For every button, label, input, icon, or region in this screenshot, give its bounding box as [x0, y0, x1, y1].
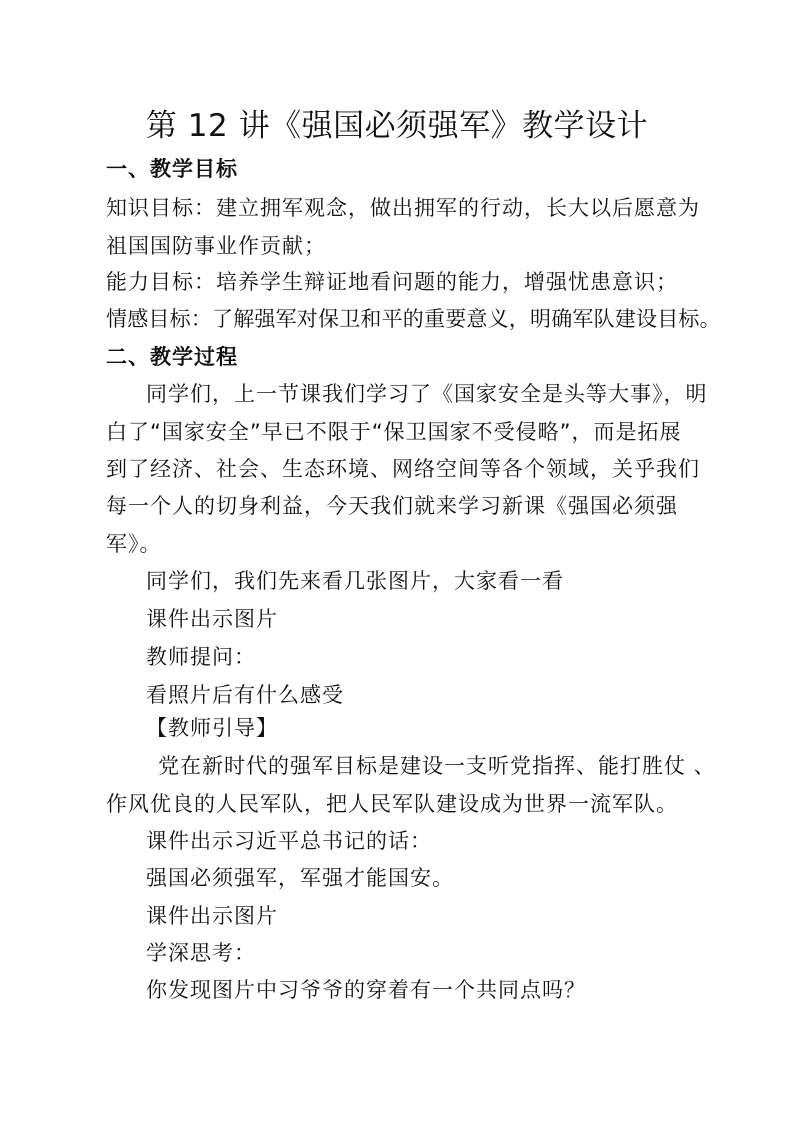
section-heading-process: 二、教学过程 [106, 345, 238, 369]
paragraph-1-line-2: 白了“国家安全”早已不限于“保卫国家不受侵略”，而是拓展 [106, 420, 682, 444]
line-pictures: 同学们，我们先来看几张图片，大家看一看 [146, 569, 564, 593]
goal-knowledge-line-2: 祖国国防事业作贡献； [106, 234, 326, 258]
paragraph-2-line-1: 党在新时代的强军目标是建设一支听党指挥、能打胜仗 、 [158, 754, 716, 778]
paragraph-1-line-3: 到了经济、社会、生态环境、网络空间等各个领域，关乎我们 [106, 457, 700, 481]
document-title: 第 12 讲《强国必须强军》教学设计 [145, 108, 649, 144]
paragraph-2-line-2: 作风优良的人民军队，把人民军队建设成为世界一流军队。 [106, 792, 678, 816]
line-question: 你发现图片中习爷爷的穿着有一个共同点吗？ [146, 978, 586, 1002]
line-teacher-question: 教师提问： [146, 645, 256, 669]
paragraph-1-line-1: 同学们，上一节课我们学习了《国家安全是头等大事》，明 [146, 382, 708, 406]
goal-emotion: 情感目标：了解强军对保卫和平的重要意义，明确军队建设目标。 [106, 307, 721, 331]
line-show-pictures-2: 课件出示图片 [146, 904, 278, 928]
goal-knowledge-line-1: 知识目标：建立拥军观念，做出拥军的行动，长大以后愿意为 [106, 196, 700, 220]
paragraph-1-line-4: 每一个人的切身利益，今天我们就来学习新课《强国必须强 [106, 494, 678, 518]
line-show-pictures-1: 课件出示图片 [146, 607, 278, 631]
line-quote: 强国必须强军，军强才能国安。 [146, 866, 454, 890]
goal-ability: 能力目标：培养学生辩证地看问题的能力，增强忧患意识； [106, 270, 678, 294]
paragraph-1-line-5: 军》。 [106, 532, 162, 556]
line-feeling: 看照片后有什么感受 [146, 683, 344, 707]
line-teacher-guide: 【教师引导】 [146, 716, 278, 740]
line-think: 学深思考： [146, 941, 256, 965]
line-show-quote: 课件出示习近平总书记的话： [146, 829, 432, 853]
section-heading-goals: 一、教学目标 [106, 157, 238, 181]
